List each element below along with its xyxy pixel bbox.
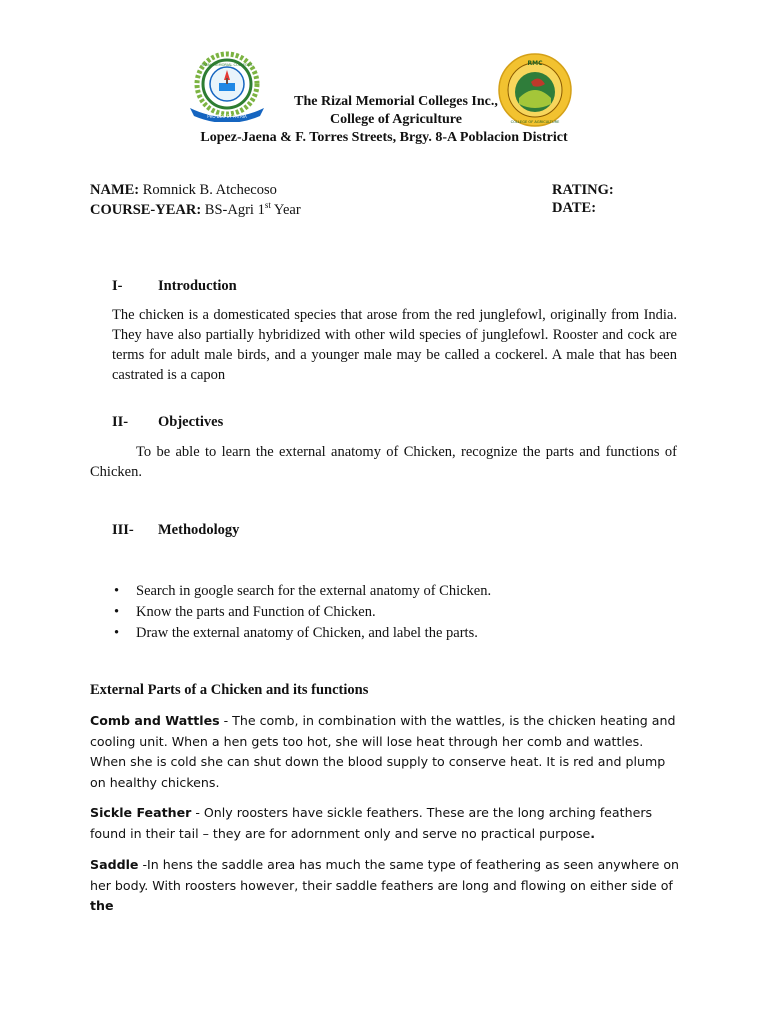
logo-left-text: RIZAL MEMORIAL COLLEGES xyxy=(201,63,253,67)
introduction-paragraph: The chicken is a domesticated species that arose from the red junglefowl, originally from India. They have also partially hybridized with other wild species of junglefowl. Rooster and cock are terms for adult male birds, and a younger male may be called a cockerel. A male that has been castrated is a capon xyxy=(112,307,677,383)
part-description-end: . xyxy=(590,825,596,841)
objectives-paragraph: To be able to learn the external anatomy of Chicken, recognize the parts and functions of Chicken. xyxy=(90,444,677,480)
institution-name: The Rizal Memorial Colleges Inc., xyxy=(294,94,498,109)
bullet-icon: • xyxy=(114,625,120,641)
section-heading-objectives xyxy=(112,414,223,431)
college-address: Lopez-Jaena & F. Torres Streets, Brgy. 8-A Poblacion District xyxy=(200,130,568,145)
part-description: - Only roosters have sickle feathers. These are the long arching feathers found in their tail – they are for adornment only and serve no practical purpose xyxy=(90,805,653,841)
name-label: NAME: xyxy=(90,182,140,198)
bullet-icon: • xyxy=(114,583,120,599)
external-parts-heading: External Parts of a Chicken and its functions xyxy=(90,682,369,698)
part-description-end: the xyxy=(90,898,114,914)
course-year-line xyxy=(90,200,301,219)
part-saddle xyxy=(90,855,680,917)
logo-right-text: COLLEGE OF AGRICULTURE xyxy=(510,120,560,124)
section-number: III- xyxy=(112,522,134,538)
part-sickle-feather xyxy=(90,803,680,844)
list-item: • Search in google search for the external anatomy of Chicken. xyxy=(112,581,491,602)
section-title: Methodology xyxy=(158,522,240,538)
part-name: Saddle xyxy=(90,857,139,872)
section-number: II- xyxy=(112,414,129,430)
section-number: I- xyxy=(112,278,123,294)
section-title: Objectives xyxy=(158,414,224,430)
part-comb-and-wattles xyxy=(90,711,680,793)
course-year-label: COURSE-YEAR: xyxy=(90,201,202,218)
date-line xyxy=(552,200,596,217)
logo-motto: PRO DEO ET PATRIA xyxy=(207,114,247,119)
part-description: - The comb, in combination with the wattles, is the chicken heating and cooling unit. When a hen gets too hot, she will lose heat through her comb and wattles. When she is cold she can shut down the blood supply to conserve heat. It is red and plump on healthy chickens. xyxy=(90,713,676,790)
date-label: DATE: xyxy=(552,200,597,216)
section-heading-methodology xyxy=(112,522,239,539)
list-item: • Draw the external anatomy of Chicken, and label the parts. xyxy=(112,623,491,644)
methodology-list xyxy=(112,581,491,644)
name-value: Romnick B. Atchecoso xyxy=(142,182,277,198)
course-year-suffix: Year xyxy=(270,201,301,218)
logo-right-abbr: RMC xyxy=(527,60,543,67)
part-name: Sickle Feather xyxy=(90,805,192,820)
rating-label: RATING: xyxy=(552,182,614,198)
part-name: Comb and Wattles xyxy=(90,713,220,728)
course-year-value: BS-Agri 1 xyxy=(204,201,265,218)
part-description: -In hens the saddle area has much the same type of feathering as seen anywhere on her body. With roosters however, their saddle feathers are long and flowing on either side of xyxy=(90,857,680,893)
bullet-icon: • xyxy=(114,604,120,620)
name-line xyxy=(90,182,277,199)
section-heading-introduction xyxy=(112,278,237,295)
section-title: Introduction xyxy=(158,278,237,294)
college-name: College of Agriculture xyxy=(330,112,462,127)
list-item: • Know the parts and Function of Chicken. xyxy=(112,602,491,623)
rating-line xyxy=(552,182,614,199)
course-year-sup: st xyxy=(264,200,271,210)
